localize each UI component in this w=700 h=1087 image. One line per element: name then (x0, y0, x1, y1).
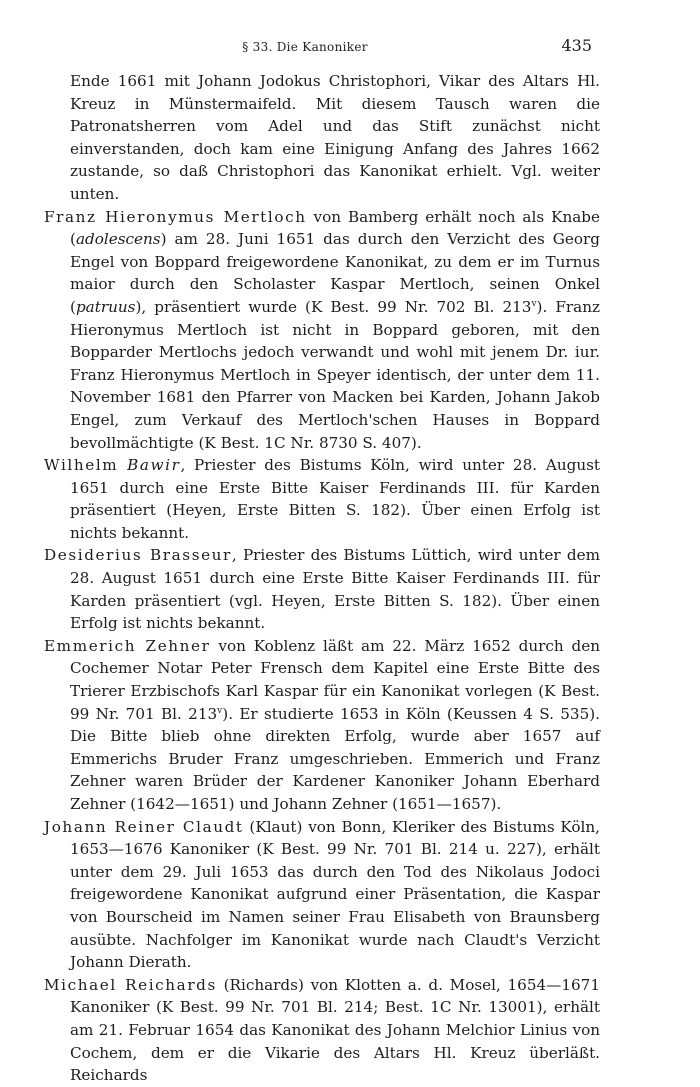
entry-mertloch (44, 206, 600, 455)
running-title: § 33. Die Kanoniker (242, 40, 368, 54)
entry-name-italic: Bawir (127, 456, 181, 475)
verso-superscript: v (217, 705, 223, 716)
entry-text: , Priester des Bistums Köln, wird unter 28. August 1651 durch eine Erste Bitte Kaiser Ferdinands III. für Karden präsentiert (Heyen, Erste Bitten S. 182). Über einen Erfolg ist nichts bekannt. (70, 456, 601, 542)
entry-brasseur (44, 544, 600, 634)
entry-name: Michael Reichards (44, 975, 217, 994)
page-number: 435 (561, 36, 592, 55)
paragraph-text: Ende 1661 mit Johann Jodokus Christophori, Vikar des Altars Hl. Kreuz in Münstermaifeld. Mit diesem Tausch waren die Patronatsherren vom Adel und das Stift zunächst nicht einverstanden, doch kam eine Einigung Anfang des Jahres 1662 zustande, so daß Christophori das Kanonikat erhielt. Vgl. weiter unten. (70, 72, 600, 203)
entry-zehner (44, 635, 600, 816)
body-text (44, 70, 600, 1087)
entry-text: (Richards) von Klotten a. d. Mosel, 1654—1671 Kanoniker (K Best. 99 Nr. 701 Bl. 214; Best. 1C Nr. 13001), erhält am 21. Februar 1654 das Kanonikat des Johann Melchior Linius von Cochem, dem er die Vikarie des Altars Hl. Kreuz überläßt. Reichards (70, 975, 600, 1085)
entry-name: Wilhelm (44, 456, 119, 475)
entry-text: ), präsentiert wurde (K Best. 99 Nr. 702 Bl. 213 (135, 297, 532, 316)
entry-name: Emmerich Zehner (44, 636, 211, 655)
entry-name: Johann Reiner Claudt (44, 817, 244, 836)
entry-text: ) am 28. Juni 1651 das durch den Verzicht des Georg Engel von Boppard freigewordene Kanonikat, zu dem er im Turnus maior durch den Scholaster Kaspar Mertloch, seinen Onkel ( (70, 230, 600, 316)
entry-text: (Klaut) von Bonn, Kleriker des Bistums Köln, 1653—1676 Kanoniker (K Best. 99 Nr. 701 Bl. 214 u. 227), erhält unter dem 29. Juli 1653 das durch den Tod des Nikolaus Jodoci freigewordene Kanonikat aufgrund einer Präsentation, die Kaspar von Bourscheid im Namen seiner Frau Elisabeth von Braunsberg ausübte. Nachfolger im Kanonikat wurde nach Claudt's Verzicht Johann Dierath. (70, 817, 600, 972)
entry-text: von Bamberg erhält noch als Knabe ( (70, 207, 600, 249)
entry-text: von Koblenz läßt am 22. März 1652 durch den Cochemer Notar Peter Frensch dem Kapitel eine Erste Bitte des Trierer Erzbischofs Karl Kaspar für ein Kanonikat vorlegen (K Best. 99 Nr. 701 Bl. 213 (70, 636, 600, 723)
entry-reichards (44, 974, 600, 1087)
entry-text: ). Franz Hieronymus Mertloch ist nicht in Boppard geboren, mit den Bopparder Mertlochs jedoch verwandt und wohl mit jenem Dr. iur. Franz Hieronymus Mertloch in Speyer identisch, der unter dem 11. November 1681 den Pfarrer von Macken bei Karden, Johann Jakob Engel, zum Verkauf des Mertloch'schen Hauses in Boppard bevollmächtigte (K Best. 1C Nr. 8730 S. 407). (70, 297, 601, 452)
entry-claudt (44, 816, 600, 974)
latin-term: adolescens (75, 230, 161, 249)
verso-superscript: v (531, 298, 537, 309)
page-header (0, 36, 700, 58)
entry-text: , Priester des Bistums Lüttich, wird unter dem 28. August 1651 durch eine Erste Bitte Kaiser Ferdinands III. für Karden präsentiert (vgl. Heyen, Erste Bitten S. 182). Über einen Erfolg ist nichts bekannt. (70, 546, 600, 633)
paragraph-continuation (44, 70, 600, 206)
entry-bawir (44, 454, 600, 544)
latin-term: patruus (75, 297, 136, 316)
entry-text: ). Er studierte 1653 in Köln (Keussen 4 S. 535). Die Bitte blieb ohne direkten Erfolg, wurde aber 1657 auf Emmerichs Bruder Franz umgeschrieben. Emmerich und Franz Zehner waren Brüder der Kardener Kanoniker Johann Eberhard Zehner (1642—1651) und Johann Zehner (1651—1657). (70, 704, 600, 813)
entry-name: Desiderius Brasseur (44, 546, 232, 565)
entry-name: Franz Hieronymus Mertloch (44, 207, 307, 226)
